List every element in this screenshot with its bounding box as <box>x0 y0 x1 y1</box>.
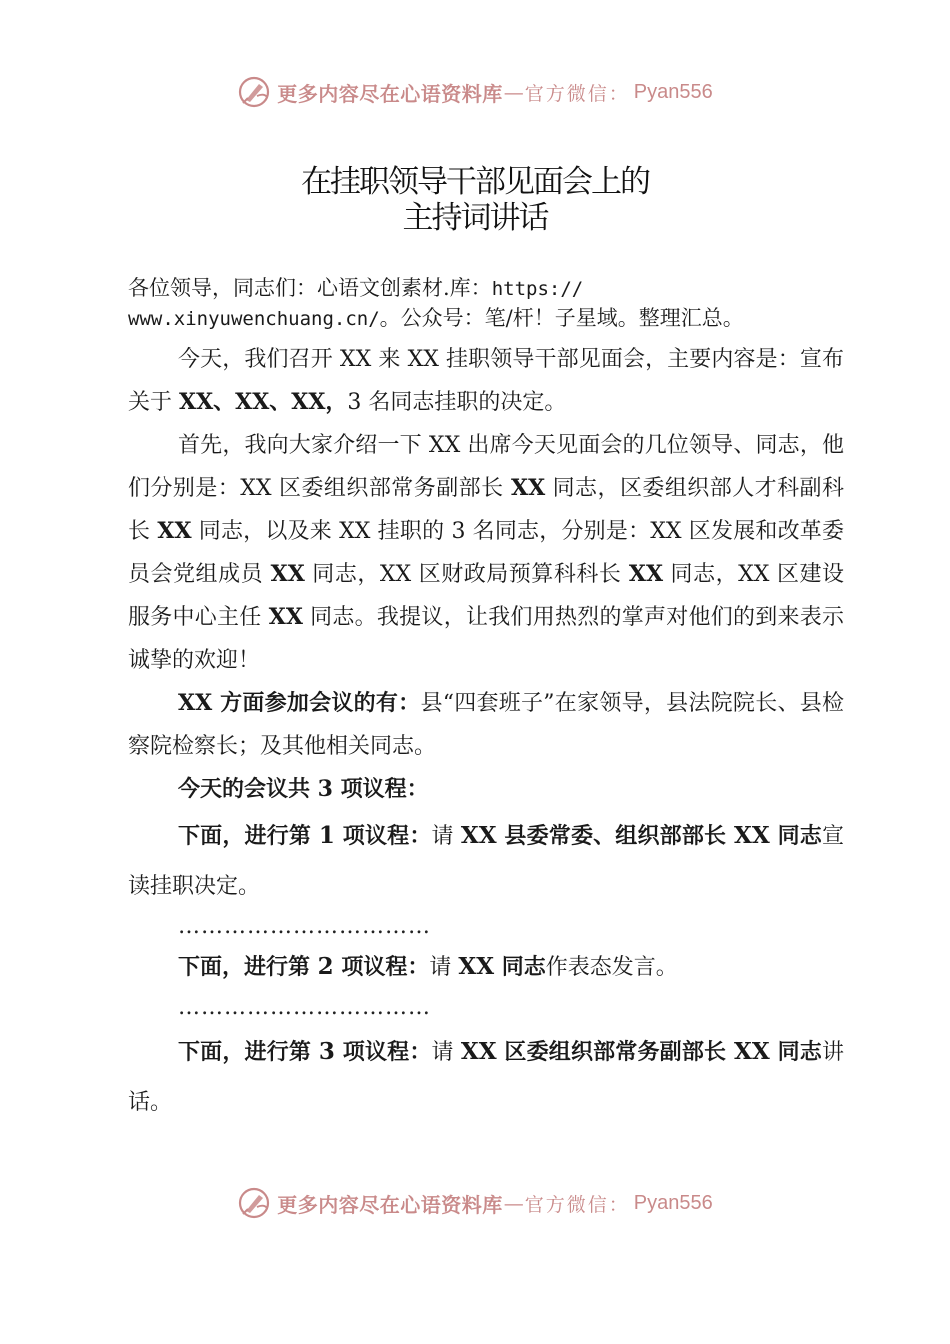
banner-wechat-id: Pyan556 <box>633 1191 713 1214</box>
agenda-1-num: 1 <box>318 822 335 849</box>
p2-bold-1: XX <box>511 475 546 501</box>
p1-bold: XX、XX、XX， <box>179 389 348 415</box>
agenda-2-comrade: 同志 <box>494 955 546 980</box>
p2-text-e: 同志，XX 区建设服务中心主任 <box>128 562 845 630</box>
banner-dash: — <box>503 1191 524 1215</box>
banner-wechat-label: 官方微信： <box>524 1193 630 1216</box>
p2-bold-4: XX <box>628 561 664 587</box>
banner-main-text: 更多内容尽在心语资料库 <box>277 81 503 106</box>
agenda-2-lead2: 项议程： <box>333 955 430 980</box>
p2-text-f: 同志。我提议，让我们用热烈的掌声对他们的到来表示诚挚的欢迎！ <box>128 605 845 673</box>
agenda-1-xx2: XX <box>734 822 770 849</box>
p2-text-c: 同志，以及来 XX 挂职的 3 名同志，分别是：XX 区发展和改革委员会党组成员 <box>128 519 844 587</box>
p1-text: 今天，我们召开 XX 来 XX 挂职领导干部见面会，主要内容是：宣布关于 <box>128 347 844 415</box>
agenda-2-num: 2 <box>317 953 334 980</box>
agenda-3-lead: 下面，进行第 <box>178 1040 319 1065</box>
header-banner <box>0 70 950 114</box>
agenda-item-1 <box>128 811 844 912</box>
footer-banner <box>0 1181 950 1225</box>
agenda-3-num: 3 <box>318 1038 335 1065</box>
pen-logo-icon <box>237 1186 271 1220</box>
agenda-1-comrade: 同志 <box>769 824 822 849</box>
intro-text-a: 各位领导，同志们：心语文创素材.库： <box>128 276 492 300</box>
banner-main-text: 更多内容尽在心语资料库 <box>277 1192 503 1217</box>
agenda-1-role: 县委常委、组织部部长 <box>496 824 735 849</box>
p2-text-a: 首先，我向大家介绍一下 XX 出席今天见面会的几位领导、同志，他们分别是：XX 区委组织部常务副部长 <box>128 433 844 501</box>
agenda-item-3 <box>128 1027 844 1128</box>
p1-end: 3 名同志挂职的决定。 <box>347 390 567 415</box>
agenda-1-req: 请 <box>431 824 461 849</box>
paragraph-3 <box>128 682 844 768</box>
pen-logo-icon <box>237 75 271 109</box>
agenda-2-req: 请 <box>429 955 459 980</box>
intro-line <box>128 274 844 334</box>
agenda-2-xx: XX <box>458 953 495 980</box>
paragraph-2 <box>128 424 844 682</box>
document-body <box>128 274 844 1128</box>
banner-dash: — <box>503 80 524 104</box>
agenda-1-lead2: 项议程： <box>334 824 432 849</box>
dots-separator-2: …………………………… <box>178 995 431 1020</box>
p4-bold: 今天的会议共 3 项议程： <box>178 776 429 802</box>
p2-text-d: 同志，XX 区财政局预算科科长 <box>304 562 629 587</box>
agenda-item-2 <box>128 942 844 993</box>
intro-url-b: www.xinyuwenchuang.cn/ <box>128 308 380 330</box>
paragraph-1 <box>128 338 844 424</box>
agenda-3-action: 讲话。 <box>128 1040 844 1115</box>
agenda-3-xx: XX <box>460 1038 497 1065</box>
agenda-2-lead: 下面，进行第 <box>178 955 318 980</box>
p2-bold-5: XX <box>268 604 303 630</box>
p2-bold-3: XX <box>270 561 305 587</box>
intro-text-b: 。公众号：笔/杆！子星域。整理汇总。 <box>379 306 744 330</box>
agenda-3-role: 区委组织部常务副部长 <box>496 1040 735 1065</box>
p3-bold: XX 方面参加会议的有： <box>178 690 421 716</box>
dots-separator-1: …………………………… <box>178 914 431 939</box>
intro-url-a: https:// <box>491 278 584 300</box>
agenda-1-action: 宣读挂职决定。 <box>128 824 844 899</box>
title-line-2: 主持词讲话 <box>402 200 548 236</box>
p2-bold-2: XX <box>157 518 192 544</box>
title-line-1: 在挂职领导干部见面会上的 <box>301 164 649 200</box>
paragraph-4 <box>128 768 844 811</box>
p3-text: 县“四套班子”在家领导，县法院院长、县检察院检察长；及其他相关同志。 <box>128 691 844 759</box>
p2-text-b: 同志，区委组织部人才科副科长 <box>128 476 845 544</box>
banner-wechat-label: 官方微信： <box>524 82 630 105</box>
agenda-3-comrade: 同志 <box>769 1040 822 1065</box>
agenda-1-lead: 下面，进行第 <box>178 824 319 849</box>
agenda-3-lead2: 项议程： <box>334 1040 432 1065</box>
agenda-3-xx2: XX <box>734 1038 770 1065</box>
document-title <box>0 164 950 236</box>
agenda-2-action: 作表态发言。 <box>545 955 678 980</box>
agenda-3-req: 请 <box>431 1040 461 1065</box>
banner-wechat-id: Pyan556 <box>633 80 713 103</box>
agenda-1-xx: XX <box>460 822 497 849</box>
